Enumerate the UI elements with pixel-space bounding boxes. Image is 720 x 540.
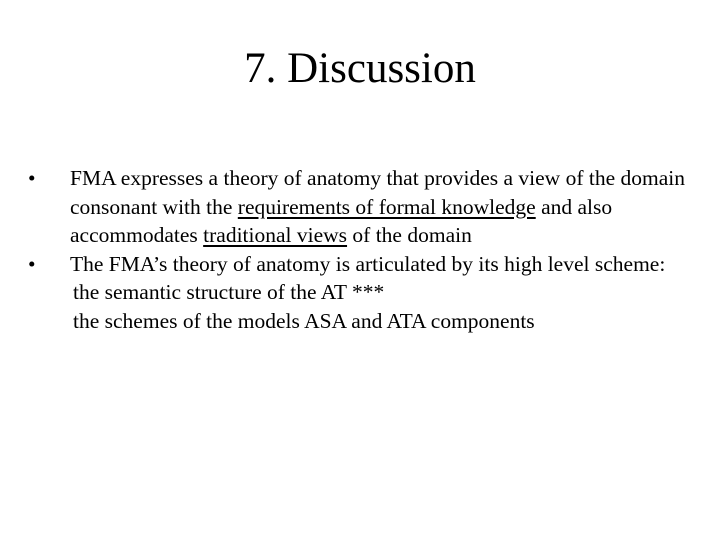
underlined-phrase-formal-knowledge: requirements of formal knowledge (237, 194, 536, 219)
bullet-text-part: of the domain (347, 223, 472, 247)
sub-line-model-schemes: the schemes of the models ASA and ATA components (73, 308, 535, 333)
underlined-phrase-traditional-views: traditional views (203, 223, 348, 247)
bullet-text: The FMA’s theory of anatomy is articulated by its high level scheme: (70, 251, 666, 276)
slide-title: 7. Discussion (244, 45, 476, 92)
bullet-list (28, 164, 688, 278)
sub-line-semantic-structure: the semantic structure of the AT *** (73, 280, 385, 304)
bullet-icon: • (28, 251, 36, 276)
slide-body (28, 164, 688, 335)
bullet-item-high-level-scheme (28, 250, 688, 279)
bullet-icon: • (28, 166, 36, 190)
bullet-item-fma-theory (28, 164, 688, 250)
bullet-text-part: and also accommodates (70, 194, 613, 247)
bullet-text-part: FMA expresses a theory of anatomy that provides a view of the domain consonant with the (70, 166, 685, 219)
